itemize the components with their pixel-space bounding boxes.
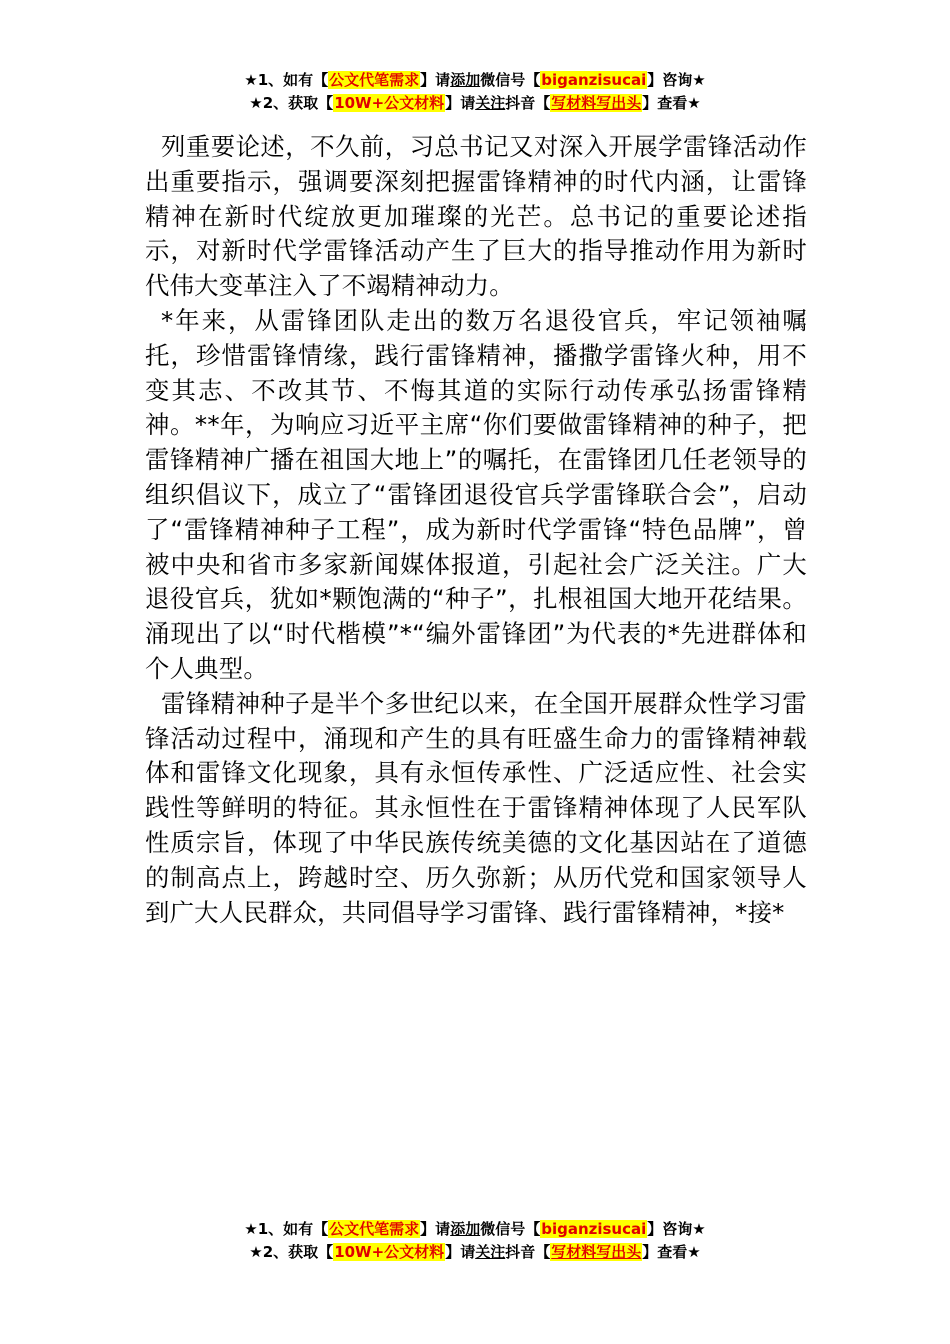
promo-line-2: [0, 1241, 950, 1264]
promo-underlined-text: 关注: [475, 1243, 506, 1261]
body-paragraph-3: 雷锋精神种子是半个多世纪以来，在全国开展群众性学习雷锋活动过程中，涌现和产生的具有旺盛生命力的雷锋精神载体和雷锋文化现象，具有永恒传承性、广泛适应性、社会实践性等鲜明的特征。其永恒性在于雷锋精神体现了人民军队性质宗旨，体现了中华民族传统美德的文化基因站在了道德的制高点上，跨越时空、历久弥新；从历代党和国家领导人到广大人民群众，共同倡导学习雷锋、践行雷锋精神，*接*: [145, 688, 807, 927]
promo-text: 】请: [445, 1243, 476, 1261]
promo-text: 微信号【: [480, 71, 541, 89]
body-paragraph-2: *年来，从雷锋团队走出的数万名退役官兵，牢记领袖嘱托，珍惜雷锋情缘，践行雷锋精神，播撒学雷锋火种，用不变其志、不改其节、不悔其道的实际行动传承弘扬雷锋精神。**年，为响应习近平主席“你们要做雷锋精神的种子，把雷锋精神广播在祖国大地上”的嘱托，在雷锋团几任老领导的组织倡议下，成立了“雷锋团退役官兵学雷锋联合会”，启动了“雷锋精神种子工程”，成为新时代学雷锋“特色品牌”，曾被中央和省市多家新闻媒体报道，引起社会广泛关注。广大退役官兵，犹如*颗饱满的“种子”，扎根祖国大地开花结果。涌现出了以“时代楷模”*“编外雷锋团”为代表的*先进群体和个人典型。: [145, 305, 807, 683]
promo-highlight-wechat-id: biganzisucai: [541, 1220, 647, 1238]
promo-highlight: 10W+公文材料: [334, 94, 445, 112]
promo-text: 】请: [445, 94, 476, 112]
promo-line-1: [0, 1218, 950, 1241]
promo-highlight: 公文代笔需求: [329, 71, 420, 89]
promo-text: 】查看★: [642, 1243, 701, 1261]
promo-text: 】请: [420, 1220, 451, 1238]
promo-text: 】查看★: [642, 94, 701, 112]
promo-highlight-douyin-id: 写材料写出头: [551, 94, 642, 112]
promo-highlight-douyin-id: 写材料写出头: [551, 1243, 642, 1261]
promo-line-1: [0, 69, 950, 92]
promo-highlight-wechat-id: biganzisucai: [541, 71, 647, 89]
promo-text: ★2、获取【: [249, 1243, 334, 1261]
promo-text: 】咨询★: [647, 71, 706, 89]
promo-highlight: 10W+公文材料: [334, 1243, 445, 1261]
promo-line-2: [0, 92, 950, 115]
body-paragraph-1: 列重要论述，不久前，习总书记又对深入开展学雷锋活动作出重要指示，强调要深刻把握雷锋精神的时代内涵，让雷锋精神在新时代绽放更加璀璨的光芒。总书记的重要论述指示，对新时代学雷锋活动产生了巨大的指导推动作用为新时代伟大变革注入了不竭精神动力。: [145, 132, 807, 301]
promo-underlined-text: 添加: [450, 71, 481, 89]
document-body: [145, 130, 807, 930]
promo-text: ★1、如有【: [244, 1220, 329, 1238]
promo-highlight: 公文代笔需求: [329, 1220, 420, 1238]
promo-underlined-text: 关注: [475, 94, 506, 112]
header-promo-banner: [0, 69, 950, 115]
promo-text: 微信号【: [480, 1220, 541, 1238]
promo-text: 抖音【: [505, 94, 551, 112]
promo-underlined-text: 添加: [450, 1220, 481, 1238]
promo-text: ★2、获取【: [249, 94, 334, 112]
promo-text: 】咨询★: [647, 1220, 706, 1238]
promo-text: 】请: [420, 71, 451, 89]
promo-text: ★1、如有【: [244, 71, 329, 89]
promo-text: 抖音【: [505, 1243, 551, 1261]
footer-promo-banner: [0, 1218, 950, 1264]
